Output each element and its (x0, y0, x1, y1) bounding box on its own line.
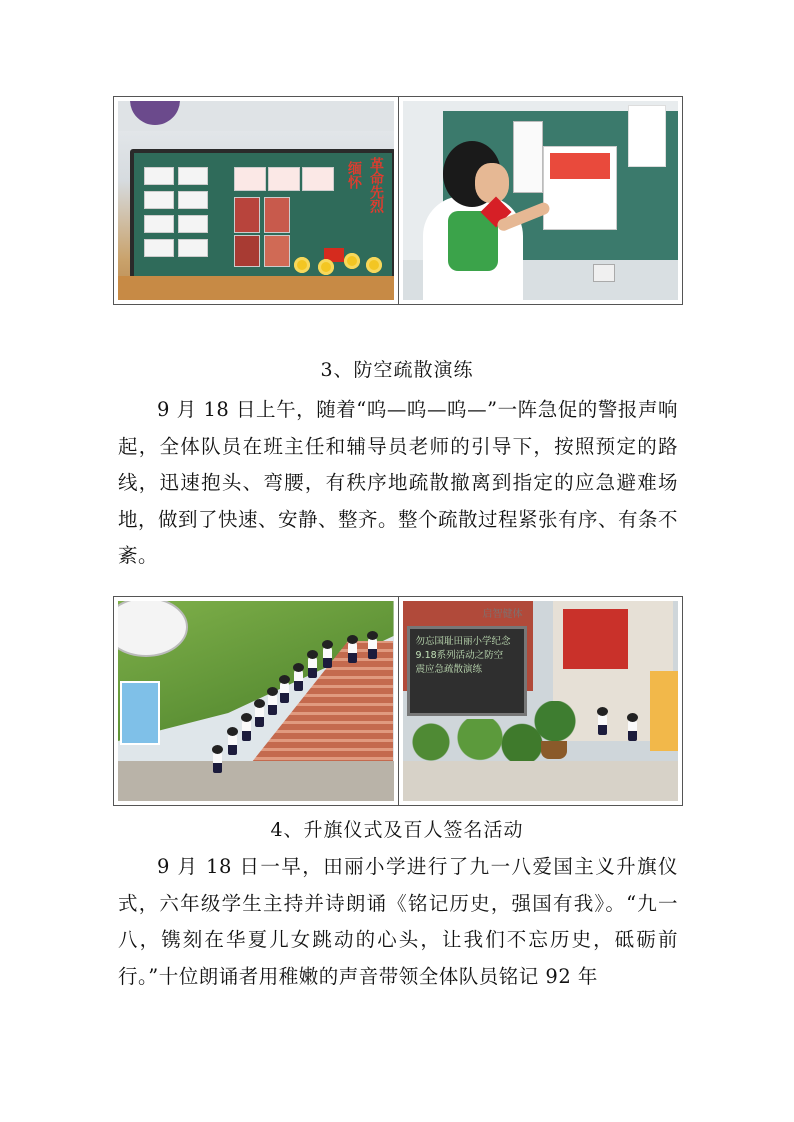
bulletin-board-photo (118, 101, 394, 300)
bulletin-board (130, 149, 394, 285)
led-sign (407, 626, 527, 716)
led-line-1: 勿忘国耻田丽小学纪念 (415, 636, 511, 647)
photo-row-2 (113, 596, 683, 806)
stairs-evacuation-photo (118, 601, 394, 801)
student-drawing-photo (403, 101, 679, 300)
board-text-miss: 缅怀 (346, 161, 362, 189)
led-line-3: 震应急疏散演练 (415, 664, 483, 675)
section-paragraph-evacuation: 9 月 18 日上午，随着“呜—呜—呜—”一阵急促的警报声响起，全体队员在班主任和辅导员老师的引导下，按照预定的路线，迅速抱头、弯腰，有秩序地疏散撤离到指定的应急避难场地，做到了快速、安静、整齐。整个疏散过程紧张有序、有条不紊。 (118, 398, 679, 567)
photo-cell (114, 97, 398, 304)
photo-row-1 (113, 96, 683, 305)
led-line-2: 9.18系列活动之防空 (415, 650, 504, 661)
photo-cell (398, 597, 683, 805)
board-text-martyrs: 革命先烈 (368, 157, 384, 213)
section-paragraph-flag-ceremony: 9 月 18 日一早，田丽小学进行了九一八爱国主义升旗仪式，六年级学生主持并诗朗诵《铭记历史，强国有我》。“九一八，镌刻在华夏儿女跳动的心头，让我们不忘历史，砥砺前行。”十位朗诵者用稚嫩的声音带领全体队员铭记 92 年 (118, 855, 678, 988)
drawing-artwork (543, 146, 617, 230)
section-heading-flag-ceremony: 4、升旗仪式及百人签名活动 (270, 819, 524, 841)
building-sign-text: 启智健体 (482, 609, 523, 620)
section-heading-evacuation: 3、防空疏散演练 (320, 359, 474, 381)
photo-cell (398, 97, 683, 304)
led-sign-photo (403, 601, 679, 801)
photo-cell (114, 597, 398, 805)
